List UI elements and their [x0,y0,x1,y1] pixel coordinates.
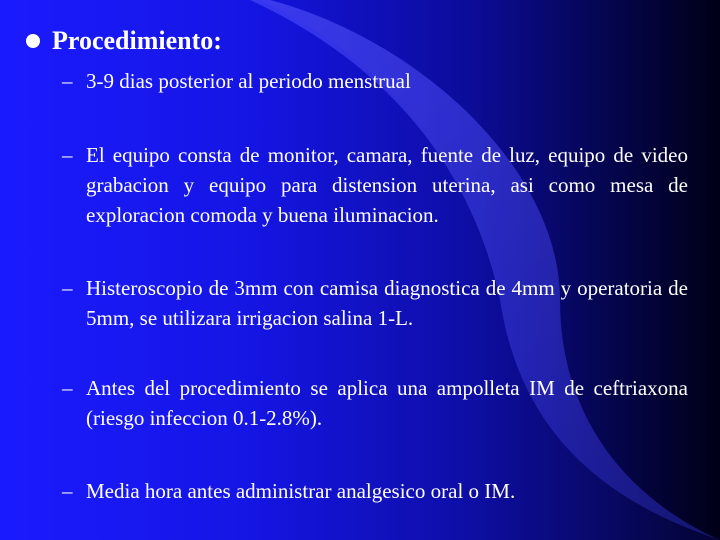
dash-marker: – [62,69,73,93]
list-item-text: Antes del procedimiento se aplica una ampolleta IM de ceftriaxona (riesgo infeccion 0.1-2.8%). [86,376,688,430]
dash-marker: – [62,479,73,503]
dash-marker: – [62,143,73,167]
list-item [62,66,688,96]
list-item-text: 3-9 dias posterior al periodo menstrual [86,69,411,93]
title-row [26,26,222,56]
list-item-text: Media hora antes administrar analgesico oral o IM. [86,479,516,503]
list-item [62,476,688,506]
dash-marker: – [62,376,73,400]
list-item [62,273,688,333]
slide-title: Procedimiento: [52,26,222,55]
list-item-text: El equipo consta de monitor, camara, fuente de luz, equipo de video grabacion y equipo para distension uterina, asi como mesa de exploracion comoda y buena iluminacion. [86,143,688,227]
bullet-icon [26,34,40,48]
dash-marker: – [62,276,73,300]
list-item [62,140,688,230]
list-item-text: Histeroscopio de 3mm con camisa diagnostica de 4mm y operatoria de 5mm, se utilizara irrigacion salina 1-L. [86,276,688,330]
list-item [62,373,688,433]
